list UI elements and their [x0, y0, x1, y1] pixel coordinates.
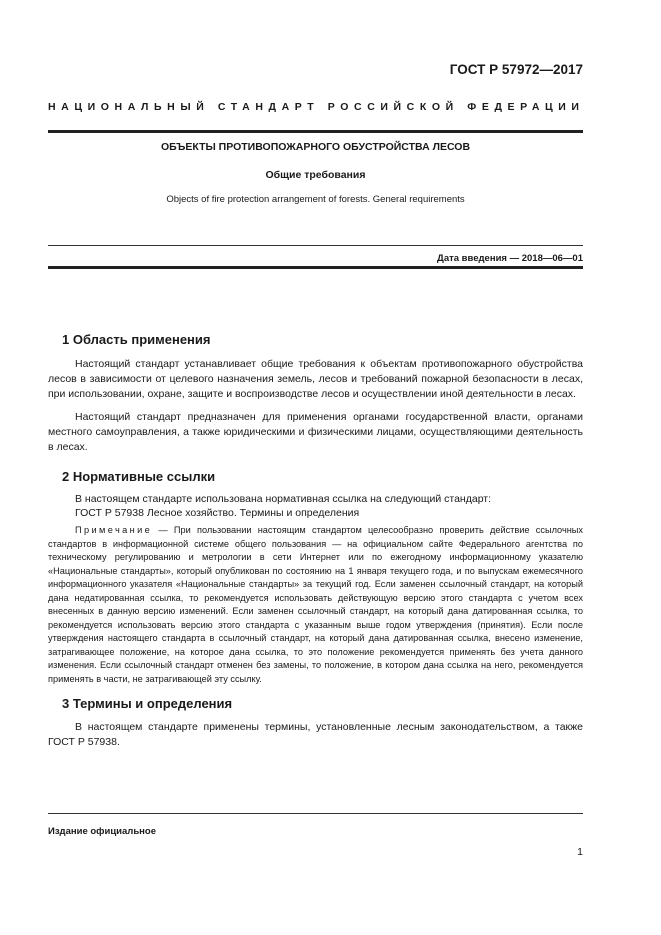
- section-2-heading: 2 Нормативные ссылки: [62, 469, 216, 484]
- title-divider: [48, 245, 583, 246]
- intro-divider: [48, 266, 583, 269]
- edition-label: Издание официальное: [48, 826, 156, 837]
- footer-divider: [48, 813, 583, 814]
- english-title: Objects of fire protection arrangement of forests. General requirements: [166, 194, 465, 205]
- section-2-paragraph-1: В настоящем стандарте использована нормативная ссылка на следующий стандарт:: [75, 493, 492, 505]
- section-3-paragraph-1: В настоящем стандарте применены термины, установленные лесным законодательством, а также ГОСТ Р 57938.: [48, 721, 583, 748]
- note-label: Примечание: [75, 525, 153, 535]
- section-1-paragraph-2: Настоящий стандарт предназначен для применения органами государственной власти, органами местного самоуправления, а также юридическими и физическими лицами, осуществляющими деятельность в лесах.: [48, 411, 583, 453]
- document-subtitle: Общие требования: [265, 169, 366, 181]
- introduction-date: Дата введения — 2018—06—01: [437, 253, 583, 264]
- standard-number: ГОСТ Р 57972—2017: [449, 62, 583, 77]
- document-title: ОБЪЕКТЫ ПРОТИВОПОЖАРНОГО ОБУСТРОЙСТВА ЛЕСОВ: [160, 141, 471, 153]
- section-2-note: [48, 524, 583, 686]
- note-text: — При пользовании настоящим стандартом целесообразно проверить действие ссылочных стандартов в информационной системе общего пользования — на официальном сайте Федерального агентства по техническому регулированию и метрологии в сети Интернет или по ежегодному информационному указателю «Национальные стандарты», который опубликован по состоянию на 1 января текущего года, и по выпускам ежемесячного информационного указателя «Национальные стандарты» за текущий год. Если заменен ссылочный стандарт, на который дана недатированная ссылка, то рекомендуется использовать действующую версию этого стандарта с учетом всех внесенных в данную версию изменений. Если заменен ссылочный стандарт, на который дана датированная ссылка, то рекомендуется использовать версию этого стандарта с указанным выше годом утверждения (принятия). Если после утверждения настоящего стандарта в ссылочный стандарт, на который дана датированная ссылка, внесено изменение, затрагивающее положение, на которое дана ссылка, то это положение рекомендуется применять без учета данного изменения. Если ссылочный стандарт отменен без замены, то положение, в котором дана ссылка на него, рекомендуется применять в части, не затрагивающей эту ссылку.: [48, 525, 583, 684]
- section-1-heading: 1 Область применения: [62, 332, 211, 347]
- section-3-heading: 3 Термины и определения: [62, 696, 233, 711]
- national-standard-heading: НАЦИОНАЛЬНЫЙ СТАНДАРТ РОССИЙСКОЙ ФЕДЕРАЦИИ: [48, 101, 585, 113]
- page-number: 1: [577, 846, 583, 858]
- section-2-reference: ГОСТ Р 57938 Лесное хозяйство. Термины и определения: [75, 507, 360, 519]
- header-divider: [48, 130, 583, 133]
- section-1-paragraph-1: Настоящий стандарт устанавливает общие требования к объектам противопожарного обустройства лесов в зависимости от целевого назначения земель, лесов и требований пожарной безопасности в лесах, при использовании, охране, защите и воспроизводстве лесов и осуществлении иной деятельности в лесах.: [48, 358, 583, 400]
